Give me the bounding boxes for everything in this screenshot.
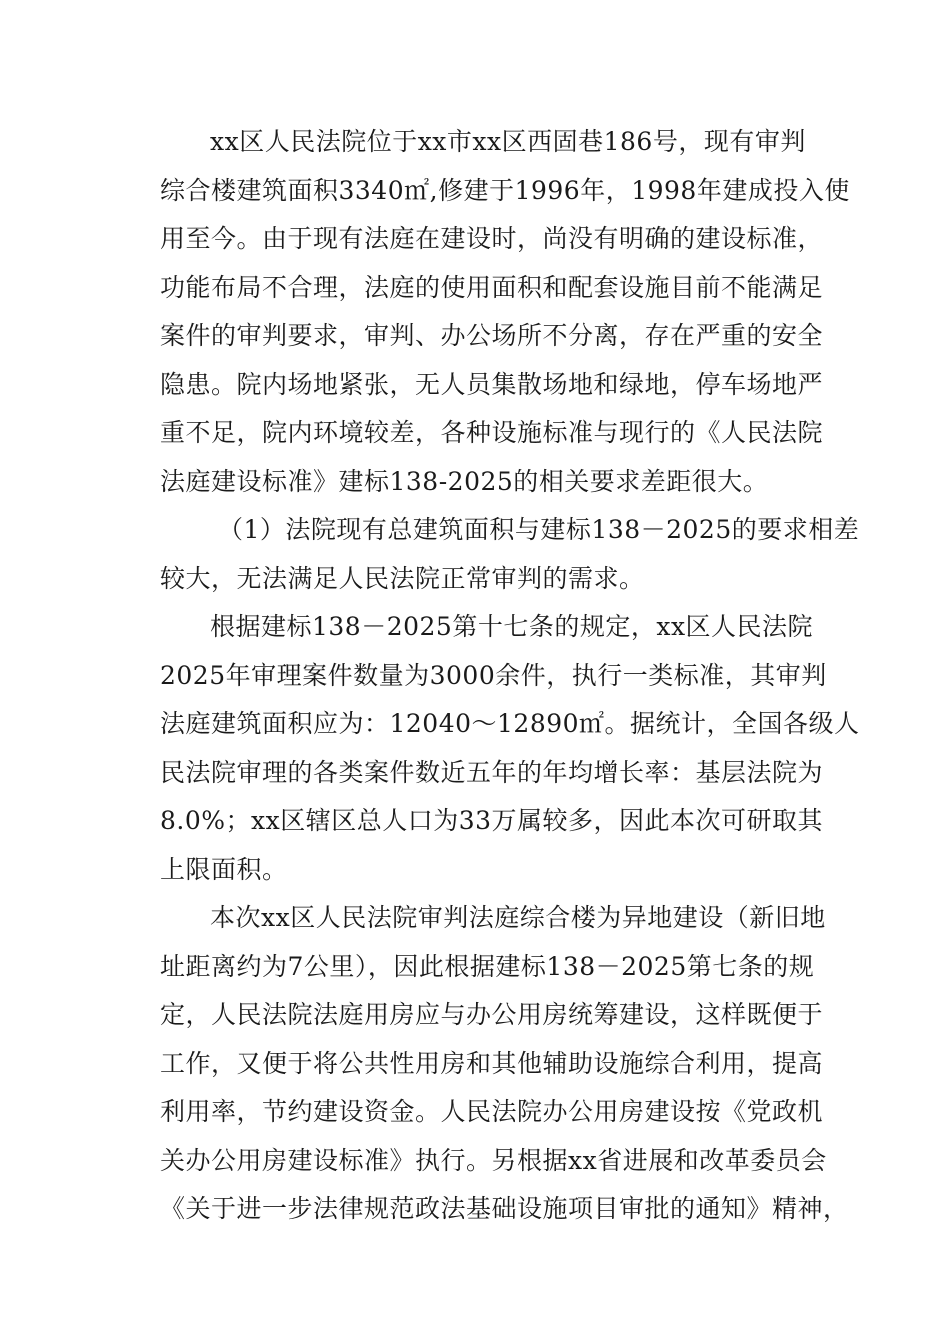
paragraph-line: 案件的审判要求，审判、办公场所不分离，存在严重的安全 (160, 321, 824, 350)
paragraph-line: 较大，无法满足人民法院正常审判的需求。 (160, 563, 645, 593)
paragraph-line: 根据建标138－2025第十七条的规定，xx区人民法院 (210, 612, 814, 641)
paragraph-line: 关办公用房建设标准》执行。另根据xx省进展和改革委员会 (160, 1145, 827, 1175)
paragraph-line: 8.0%；xx区辖区总人口为33万属较多，因此本次可研取其 (160, 806, 824, 835)
paragraph-line: 综合楼建筑面积3340㎡,修建于1996年，1998年建成投入使 (160, 175, 850, 205)
paragraph-line: 法庭建筑面积应为：12040～12890㎡。据统计，全国各级人 (160, 709, 860, 738)
document-body (160, 118, 860, 1234)
paragraph-line: xx区人民法院位于xx市xx区西固巷186号，现有审判 (210, 127, 806, 156)
paragraph-line: 用至今。由于现有法庭在建设时，尚没有明确的建设标准， (160, 224, 824, 253)
paragraph-line: 隐患。院内场地紧张，无人员集散场地和绿地，停车场地严 (160, 369, 824, 399)
paragraph-2 (160, 506, 860, 603)
paragraph-4 (160, 894, 850, 1234)
paragraph-line: 址距离约为7公里），因此根据建标138－2025第七条的规 (160, 951, 815, 981)
paragraph-1 (160, 118, 850, 506)
paragraph-line: 利用率，节约建设资金。人民法院办公用房建设按《党政机 (160, 1097, 824, 1126)
paragraph-line: 工作，又便于将公共性用房和其他辅助设施综合利用，提高 (160, 1048, 824, 1078)
paragraph-line: 上限面积。 (160, 854, 288, 884)
paragraph-line: 法庭建设标准》建标138-2025的相关要求差距很大。 (160, 466, 769, 496)
paragraph-line: 功能布局不合理，法庭的使用面积和配套设施目前不能满足 (160, 272, 824, 302)
paragraph-line: 重不足，院内环境较差，各种设施标准与现行的《人民法院 (160, 418, 824, 447)
paragraph-line: 民法院审理的各类案件数近五年的年均增长率：基层法院为 (160, 757, 824, 787)
paragraph-3 (160, 603, 860, 894)
paragraph-line: 定，人民法院法庭用房应与办公用房统筹建设，这样既便于 (160, 1000, 824, 1029)
paragraph-line: 《关于进一步法律规范政法基础设施项目审批的通知》精神， (160, 1194, 849, 1223)
paragraph-line: 本次xx区人民法院审判法庭综合楼为异地建设（新旧地 (210, 903, 826, 932)
paragraph-line: （1）法院现有总建筑面积与建标138－2025的要求相差 (218, 515, 860, 544)
paragraph-line: 2025年审理案件数量为3000余件，执行一类标准，其审判 (160, 660, 827, 690)
